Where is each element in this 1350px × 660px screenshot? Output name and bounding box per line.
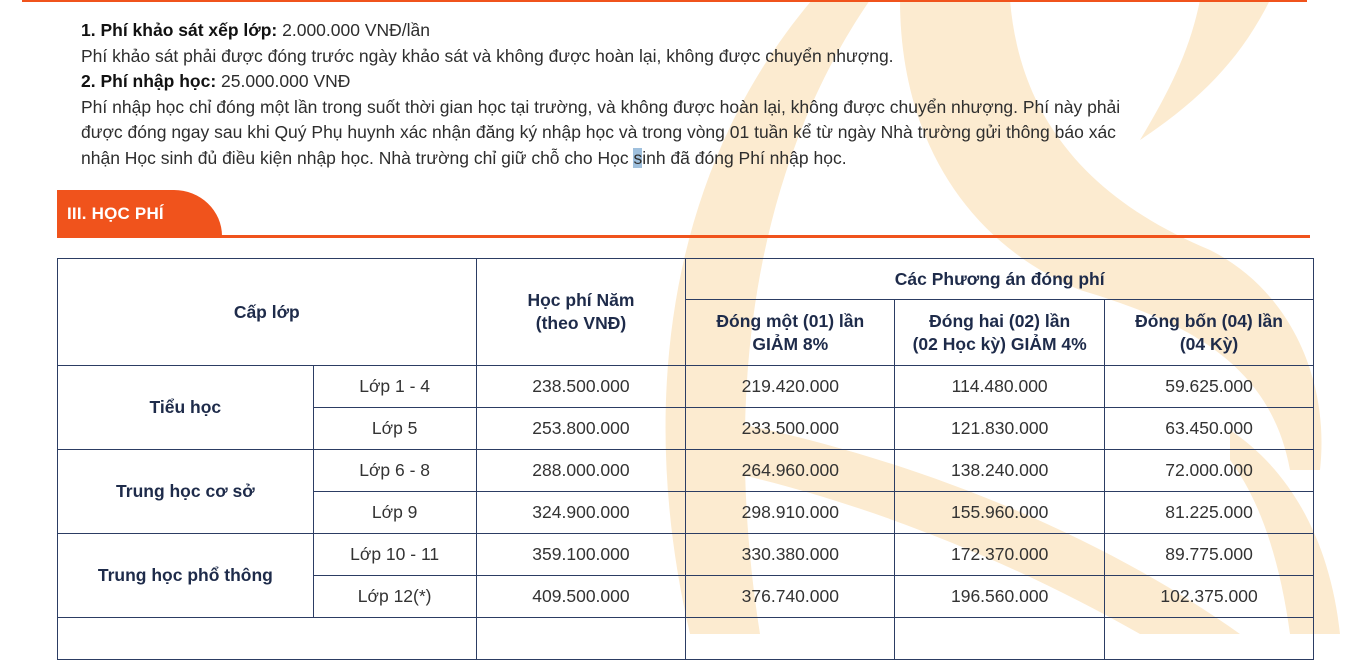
level-primary: Tiểu học (58, 366, 314, 450)
once-cell: 264.960.000 (686, 450, 895, 492)
opt2-l2: (02 Học kỳ) GIẢM 4% (912, 333, 1087, 354)
grade-cell: Lớp 9 (313, 492, 476, 534)
annual-cell: 288.000.000 (476, 450, 686, 492)
text-selection[interactable]: s (633, 147, 643, 168)
admission-fee-note-2: được đóng ngay sau khi Quý Phụ huynh xác nhận đăng ký nhập học và trong vòng 01 tuần kể từ ngày Nhà trường gửi thông báo xác (81, 122, 1116, 142)
top-accent-rule (22, 0, 1307, 2)
grade-cell: Lớp 6 - 8 (313, 450, 476, 492)
survey-fee-value: 2.000.000 VNĐ/lần (277, 20, 430, 40)
once-cell: 330.380.000 (686, 534, 895, 576)
twice-cell: 172.370.000 (895, 534, 1105, 576)
level-lower-secondary: Trung học cơ sở (58, 450, 314, 534)
admission-fee-line (81, 69, 1311, 95)
survey-fee-line (81, 18, 1311, 44)
header-annual-fee-l2: (theo VNĐ) (535, 313, 627, 333)
twice-cell: 121.830.000 (895, 408, 1105, 450)
header-option-four (1105, 300, 1314, 366)
opt1-l2: GIẢM 8% (752, 333, 829, 354)
grade-cell: Lớp 5 (313, 408, 476, 450)
annual-cell: 253.800.000 (476, 408, 686, 450)
level-upper-secondary: Trung học phổ thông (58, 534, 314, 618)
grade-cell: Lớp 10 - 11 (313, 534, 476, 576)
header-annual-fee-l1: Học phí Năm (527, 290, 635, 310)
once-cell: 233.500.000 (686, 408, 895, 450)
section-heading-tuition: III. HỌC PHÍ (57, 190, 222, 237)
grade-cell: Lớp 12(*) (313, 576, 476, 618)
once-cell: 298.910.000 (686, 492, 895, 534)
header-option-once (686, 300, 895, 366)
admission-fee-note-1: Phí nhập học chỉ đóng một lần trong suốt thời gian học tại trường, và không được hoàn lại, không được chuyển nhượng. Phí này phải (81, 96, 1121, 117)
header-grade-level: Cấp lớp (58, 259, 477, 366)
annual-cell: 324.900.000 (476, 492, 686, 534)
note-text-a: nhận Học sinh đủ điều kiện nhập học. Nhà trường chỉ giữ chỗ cho Học (81, 147, 634, 168)
table-row-partial (58, 618, 1314, 660)
opt3-l2: (04 Kỳ) (1179, 333, 1239, 354)
twice-cell: 196.560.000 (895, 576, 1105, 618)
opt3-l1: Đóng bốn (04) lần (1135, 310, 1283, 331)
twice-cell: 114.480.000 (895, 366, 1105, 408)
once-cell: 219.420.000 (686, 366, 895, 408)
four-cell: 72.000.000 (1105, 450, 1314, 492)
four-cell: 63.450.000 (1105, 408, 1314, 450)
table-row (58, 366, 1314, 408)
fees-intro (81, 18, 1311, 171)
header-annual-fee (476, 259, 686, 366)
four-cell: 102.375.000 (1105, 576, 1314, 618)
once-cell: 376.740.000 (686, 576, 895, 618)
admission-fee-label: 2. Phí nhập học: (81, 71, 217, 91)
header-payment-options: Các Phương án đóng phí (686, 259, 1314, 300)
admission-fee-note-3 (81, 146, 1311, 172)
twice-cell: 155.960.000 (895, 492, 1105, 534)
header-option-twice (895, 300, 1105, 366)
table-row (58, 534, 1314, 576)
survey-fee-note: Phí khảo sát phải được đóng trước ngày khảo sát và không được hoàn lại, không được chuyển nhượng. (81, 45, 894, 66)
opt1-l1: Đóng một (01) lần (716, 310, 865, 331)
opt2-l1: Đóng hai (02) lần (929, 310, 1071, 331)
four-cell: 89.775.000 (1105, 534, 1314, 576)
twice-cell: 138.240.000 (895, 450, 1105, 492)
annual-cell: 359.100.000 (476, 534, 686, 576)
section-rule (57, 235, 1310, 238)
annual-cell: 238.500.000 (476, 366, 686, 408)
tuition-table (57, 258, 1314, 660)
grade-cell: Lớp 1 - 4 (313, 366, 476, 408)
table-row (58, 450, 1314, 492)
note-text-b: inh đã đóng Phí nhập học. (642, 147, 847, 168)
annual-cell: 409.500.000 (476, 576, 686, 618)
survey-fee-label: 1. Phí khảo sát xếp lớp: (81, 20, 278, 40)
admission-fee-value: 25.000.000 VNĐ (216, 71, 351, 91)
four-cell: 59.625.000 (1105, 366, 1314, 408)
four-cell: 81.225.000 (1105, 492, 1314, 534)
